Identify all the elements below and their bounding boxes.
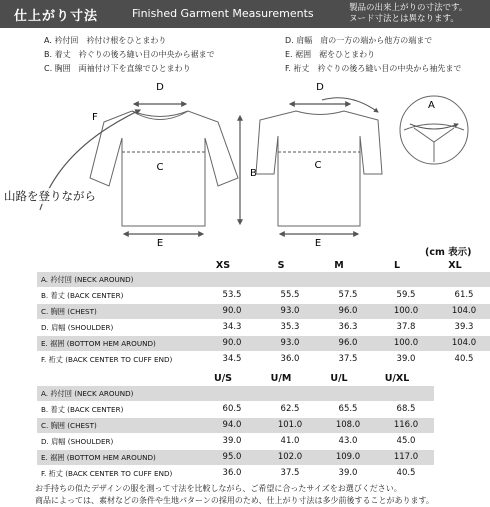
definition-b: B. 着丈 衿ぐりの後ろ縫い目の中央から裾まで	[44, 50, 215, 59]
table-row	[37, 320, 481, 335]
cell	[320, 272, 376, 287]
table-row	[37, 434, 423, 449]
cell: 40.5	[396, 468, 416, 478]
cell	[262, 386, 318, 401]
row-label: A. 衿付回 (NECK AROUND)	[41, 275, 134, 284]
cell: 55.5	[280, 290, 300, 300]
row-label: C. 胸囲 (CHEST)	[41, 421, 97, 430]
size-um: U/M	[270, 373, 292, 384]
cell: 96.0	[320, 336, 376, 351]
table-row	[37, 450, 423, 465]
header-note-line1: 製品の出来上がりの寸法です。	[349, 3, 468, 13]
definitions-left	[44, 34, 215, 76]
cell: 93.0	[262, 336, 318, 351]
definition-f: F. 裄丈 衿ぐりの後ろ縫い目の中央から袖先まで	[285, 64, 462, 73]
cell	[262, 272, 318, 287]
cell: 65.5	[338, 404, 358, 414]
row-label: F. 裄丈 (BACK CENTER TO CUFF END)	[41, 355, 173, 364]
size-us: U/S	[213, 373, 233, 384]
f-arrow-back	[322, 98, 378, 112]
header-bar	[0, 0, 490, 28]
cell	[378, 272, 434, 287]
cell: 93.0	[262, 304, 318, 319]
row-label: D. 肩幅 (SHOULDER)	[41, 437, 114, 446]
cell: 101.0	[262, 418, 318, 433]
header-note-line2: ヌード寸法とは異なります。	[349, 14, 459, 24]
table-row	[37, 336, 481, 351]
size-xl: XL	[448, 260, 462, 271]
label-d-back: D	[316, 82, 324, 93]
cell	[204, 386, 260, 401]
front-shirt-drawing	[90, 111, 238, 226]
table-row	[37, 352, 481, 367]
definition-e: E. 裾囲 裾をひとまわり	[285, 50, 376, 59]
cell: 117.0	[378, 450, 434, 465]
label-d-front: D	[156, 82, 164, 93]
cell: 36.0	[222, 468, 242, 478]
cell: 34.5	[222, 354, 242, 364]
table-row	[37, 418, 423, 433]
cell	[378, 386, 434, 401]
cell: 68.5	[396, 404, 416, 414]
row-label: F. 裄丈 (BACK CENTER TO CUFF END)	[41, 469, 173, 478]
header-note	[349, 3, 467, 25]
row-label: C. 胸囲 (CHEST)	[41, 307, 97, 316]
size-l: L	[393, 260, 401, 271]
cell: 39.0	[222, 436, 242, 446]
cell	[436, 272, 490, 287]
cell: 104.0	[436, 336, 490, 351]
row-label: D. 肩幅 (SHOULDER)	[41, 323, 114, 332]
label-c-front: C	[156, 162, 164, 173]
cell: 100.0	[378, 304, 434, 319]
table-row	[37, 386, 423, 401]
overlay-text: 山路を登りながら	[4, 189, 96, 203]
cell: 60.5	[222, 404, 242, 414]
footer-line2: 商品によっては、素材などの条件や生地パターンの採用のため、仕上がり寸法は多少前後することがあります。	[35, 496, 434, 505]
title-jp: 仕上がり寸法	[14, 9, 99, 24]
definition-a: A. 衿付回 衿付け根をひとまわり	[44, 36, 167, 45]
row-label: E. 裾囲 (BOTTOM HEM AROUND)	[41, 453, 156, 462]
label-e-front: E	[156, 238, 164, 248]
cell: 37.5	[280, 468, 300, 478]
cell: 34.3	[222, 322, 242, 332]
size-m: M	[334, 260, 344, 271]
cell: 40.5	[454, 354, 474, 364]
table-row	[37, 272, 481, 287]
footer-notes	[35, 483, 434, 507]
definition-d: D. 肩幅 肩の一方の端から他方の端まで	[285, 36, 433, 45]
footer-line1: お手持ちの似たデザインの服を測って寸法を比較しながら、ご希望に合ったサイズをお選びください。	[35, 484, 402, 493]
cell: 43.0	[338, 436, 358, 446]
cell: 36.3	[338, 322, 358, 332]
cell: 57.5	[338, 290, 358, 300]
cell: 35.3	[280, 322, 300, 332]
unit-label: (cm 表示)	[425, 247, 472, 258]
cell: 62.5	[280, 404, 300, 414]
definitions-right	[285, 34, 461, 76]
definition-c: C. 胸囲 両袖付け下を直線でひとまわり	[44, 64, 191, 73]
table-row	[37, 288, 481, 303]
label-c-back: C	[314, 160, 322, 171]
label-b: B	[250, 168, 257, 179]
cell: 37.5	[338, 354, 358, 364]
size-s: S	[277, 260, 285, 271]
cell: 39.0	[396, 354, 416, 364]
cell: 59.5	[396, 290, 416, 300]
garment-diagram	[0, 78, 490, 248]
table-row	[37, 304, 481, 319]
title-en: Finished Garment Measurements	[132, 7, 314, 20]
row-label: E. 裾囲 (BOTTOM HEM AROUND)	[41, 339, 156, 348]
row-label: A. 衿付回 (NECK AROUND)	[41, 389, 134, 398]
table-row	[37, 402, 423, 417]
cell: 109.0	[320, 450, 376, 465]
cell: 104.0	[436, 304, 490, 319]
cell: 41.0	[280, 436, 300, 446]
label-e-back: E	[314, 238, 322, 248]
cell: 108.0	[320, 418, 376, 433]
cell: 100.0	[378, 336, 434, 351]
cell: 39.3	[454, 322, 474, 332]
cell: 102.0	[262, 450, 318, 465]
cell: 37.8	[396, 322, 416, 332]
cell: 39.0	[338, 468, 358, 478]
table-row	[37, 466, 423, 481]
cell: 36.0	[280, 354, 300, 364]
cell	[320, 386, 376, 401]
cell: 45.0	[396, 436, 416, 446]
cell: 61.5	[454, 290, 474, 300]
label-a: A	[428, 100, 435, 111]
size-uxl: U/XL	[384, 373, 410, 384]
cell: 116.0	[378, 418, 434, 433]
size-ul: U/L	[330, 373, 348, 384]
cell: 95.0	[204, 450, 260, 465]
label-f: F	[92, 112, 98, 123]
cell: 90.0	[204, 336, 260, 351]
size-xs: XS	[215, 260, 231, 271]
cell: 94.0	[204, 418, 260, 433]
cell: 90.0	[204, 304, 260, 319]
cell: 53.5	[222, 290, 242, 300]
row-label: B. 着丈 (BACK CENTER)	[41, 291, 124, 300]
cell: 96.0	[320, 304, 376, 319]
cell	[204, 272, 260, 287]
row-label: B. 着丈 (BACK CENTER)	[41, 405, 124, 414]
